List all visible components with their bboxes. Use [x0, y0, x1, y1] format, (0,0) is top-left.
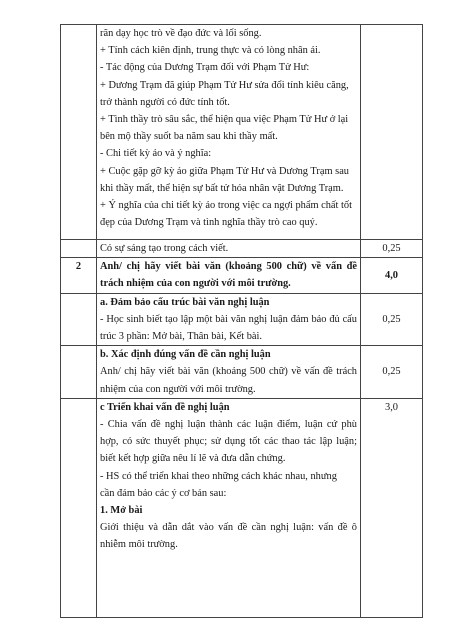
content-cell [97, 346, 361, 399]
content-cell [97, 398, 361, 617]
content-line: nhiễm môi trường. [100, 539, 178, 551]
question-cell [97, 258, 361, 293]
score-cell: 4,0 [361, 258, 423, 293]
content-line: trúc 3 phần: Mở bài, Thân bài, Kết bài. [100, 331, 262, 343]
content-line: Có sự sáng tạo trong cách viết. [100, 243, 229, 254]
number-cell [61, 346, 97, 399]
content-line: hợp, có sức thuyết phục; sử dụng tốt các thao tác lập luận; [100, 436, 357, 448]
number-cell [61, 398, 97, 617]
content-line: rãn dạy học trò về đạo đức và lối sống. [100, 28, 262, 39]
table-row [61, 293, 423, 346]
content-line: bên mộ thầy suốt ba năm sau khi thầy mất. [100, 131, 278, 143]
content-line: - HS có thể triển khai theo những cách khác nhau, nhưng [100, 470, 337, 482]
content-line: nhiệm của con người với môi trường. [100, 383, 256, 395]
content-line: - Chia vấn đề nghị luận thành các luận điểm, luận cứ phù [100, 419, 357, 431]
question-line: trách nhiệm của con người với môi trường. [100, 278, 291, 290]
content-line: khi thầy mất, thể hiện sự bất tử hóa nhân vật Dương Trạm. [100, 182, 344, 194]
number-cell [61, 293, 97, 346]
content-line: + Ý nghĩa của chi tiết kỳ ảo trong việc ca ngợi phẩm chất tốt [100, 200, 352, 212]
content-line: Anh/ chị hãy viết bài văn (khoảng 500 chữ) về vấn đề trách [100, 366, 357, 378]
number-cell [61, 25, 97, 240]
content-line: - Chi tiết kỳ ảo và ý nghĩa: [100, 148, 212, 160]
table-row [61, 258, 423, 293]
content-line: + Tính cách kiên định, trung thực và có lòng nhân ái. [100, 45, 321, 57]
number-cell [61, 240, 97, 258]
score-cell: 3,0 [361, 398, 423, 617]
content-line: - Tác động của Dương Trạm đối với Phạm Tử Hư: [100, 62, 310, 74]
table-row [61, 25, 423, 240]
criterion-heading: a. Đảm bảo cấu trúc bài văn nghị luận [100, 296, 270, 308]
content-line: + Cuộc gặp gỡ kỳ ảo giữa Phạm Tử Hư và Dương Trạm sau [100, 165, 349, 177]
question-line: Anh/ chị hãy viết bài văn (khoảng 500 chữ) về vấn đề [100, 261, 357, 273]
question-number: 2 [61, 258, 97, 293]
score-cell: 0,25 [361, 293, 423, 346]
content-cell [97, 25, 361, 240]
content-line: đẹp của Dương Trạm và tình nghĩa thầy trò cao quý. [100, 217, 318, 229]
content-line: cần đảm bảo các ý cơ bản sau: [100, 487, 227, 499]
content-line: + Tình thầy trò sâu sắc, thể hiện qua việc Phạm Tử Hư ở lại [100, 114, 349, 126]
table-row [61, 346, 423, 399]
table-row [61, 398, 423, 617]
criterion-heading: b. Xác định đúng vấn đề cần nghị luận [100, 349, 271, 361]
content-line: trở thành người có đức tính tốt. [100, 96, 230, 108]
score-cell: 0,25 [361, 346, 423, 399]
table-row [61, 240, 423, 258]
content-line: Giới thiệu và dẫn dắt vào vấn đề cần nghị luận: vấn đề ô [100, 522, 357, 534]
content-line: biết kết hợp giữa nêu lí lẽ và đưa dẫn chứng. [100, 453, 286, 465]
answer-key-table [60, 24, 423, 618]
content-cell [97, 240, 361, 258]
criterion-heading: c Triển khai vấn đề nghị luận [100, 401, 230, 413]
content-line: + Dương Trạm đã giúp Phạm Tử Hư sửa đổi tính kiêu căng, [100, 79, 349, 91]
content-line: - Học sinh biết tạo lập một bài văn nghị luận đảm bảo đủ cấu [100, 313, 357, 325]
content-cell [97, 293, 361, 346]
score-cell [361, 25, 423, 240]
score-cell: 0,25 [361, 240, 423, 258]
section-heading: 1. Mở bài [100, 505, 143, 517]
